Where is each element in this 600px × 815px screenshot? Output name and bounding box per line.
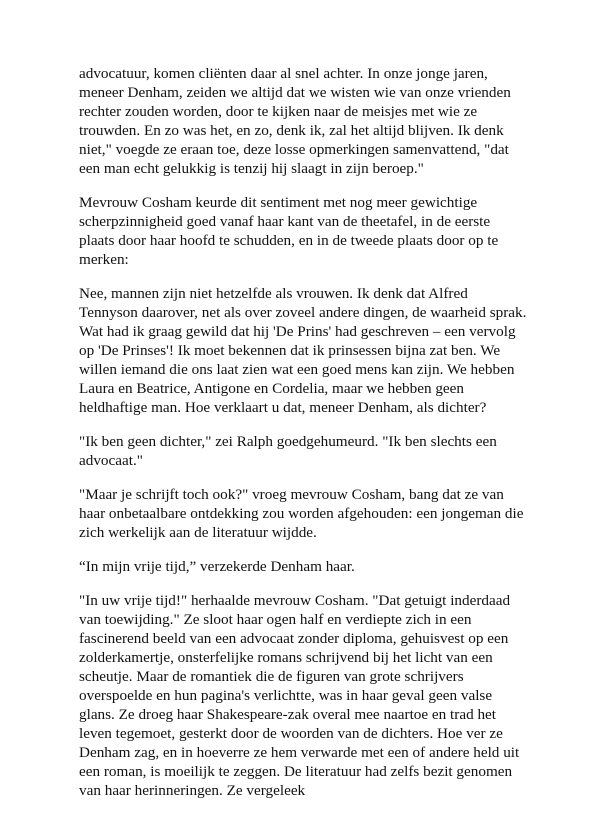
paragraph: "In uw vrije tijd!" herhaalde mevrouw Cosham. "Dat getuigt inderdaad van toewijding." Ze sloot haar ogen half en verdiepte zich in een fascinerend beeld van een advocaat zonder diploma, gehuisvest op een zolderkamertje, onsterfelijke romans schrijvend bij het licht van een scheutje. Maar de romantiek die de figuren van grote schrijvers overspoelde en hun pagina's verlichtte, was in haar geval geen valse glans. Ze droeg haar Shakespeare-zak overal mee naartoe en trad het leven tegemoet, gesterkt door de woorden van de dichters. Hoe ver ze Denham zag, en in hoeverre ze hem verwarde met een of andere held uit een roman, is moeilijk te zeggen. De literatuur had zelfs bezit genomen van haar herinneringen. Ze vergeleek [79,592,520,799]
paragraph: Nee, mannen zijn niet hetzelfde als vrouwen. Ik denk dat Alfred Tennyson daarover, net als over zoveel andere dingen, de waarheid sprak. Wat had ik graag gewild dat hij 'De Prins' had geschreven – een vervolg op 'De Prinses'! Ik moet bekennen dat ik prinsessen bijna zat ben. We willen iemand die ons laat zien wat een goed mens kan zijn. We hebben Laura en Beatrice, Antigone en Cordelia, maar we hebben geen heldhaftige man. Hoe verklaart u dat, meneer Denham, als dichter? [79,285,527,416]
paragraph: Mevrouw Cosham keurde dit sentiment met nog meer gewichtige scherpzinnigheid goed vanaf haar kant van de theetafel, in de eerste plaats door haar hoofd te schudden, en in de tweede plaats door op te merken: [79,194,499,268]
paragraph: “In mijn vrije tijd,” verzekerde Denham haar. [79,558,355,575]
paragraph: "Ik ben geen dichter," zei Ralph goedgehumeurd. "Ik ben slechts een advocaat." [79,433,497,469]
document-page [79,64,529,815]
paragraph: advocatuur, komen cliënten daar al snel achter. In onze jonge jaren, meneer Denham, zeiden we altijd dat we wisten wie van onze vrienden rechter zouden worden, door te kijken naar de meisjes met wie ze trouwden. En zo was het, en zo, denk ik, zal het altijd blijven. Ik denk niet," voegde ze eraan toe, deze losse opmerkingen samenvattend, "dat een man echt gelukkig is tenzij hij slaagt in zijn beroep." [79,65,511,177]
paragraph: "Maar je schrijft toch ook?" vroeg mevrouw Cosham, bang dat ze van haar onbetaalbare ontdekking zou worden afgehouden: een jongeman die zich werkelijk aan de literatuur wijdde. [79,486,524,541]
